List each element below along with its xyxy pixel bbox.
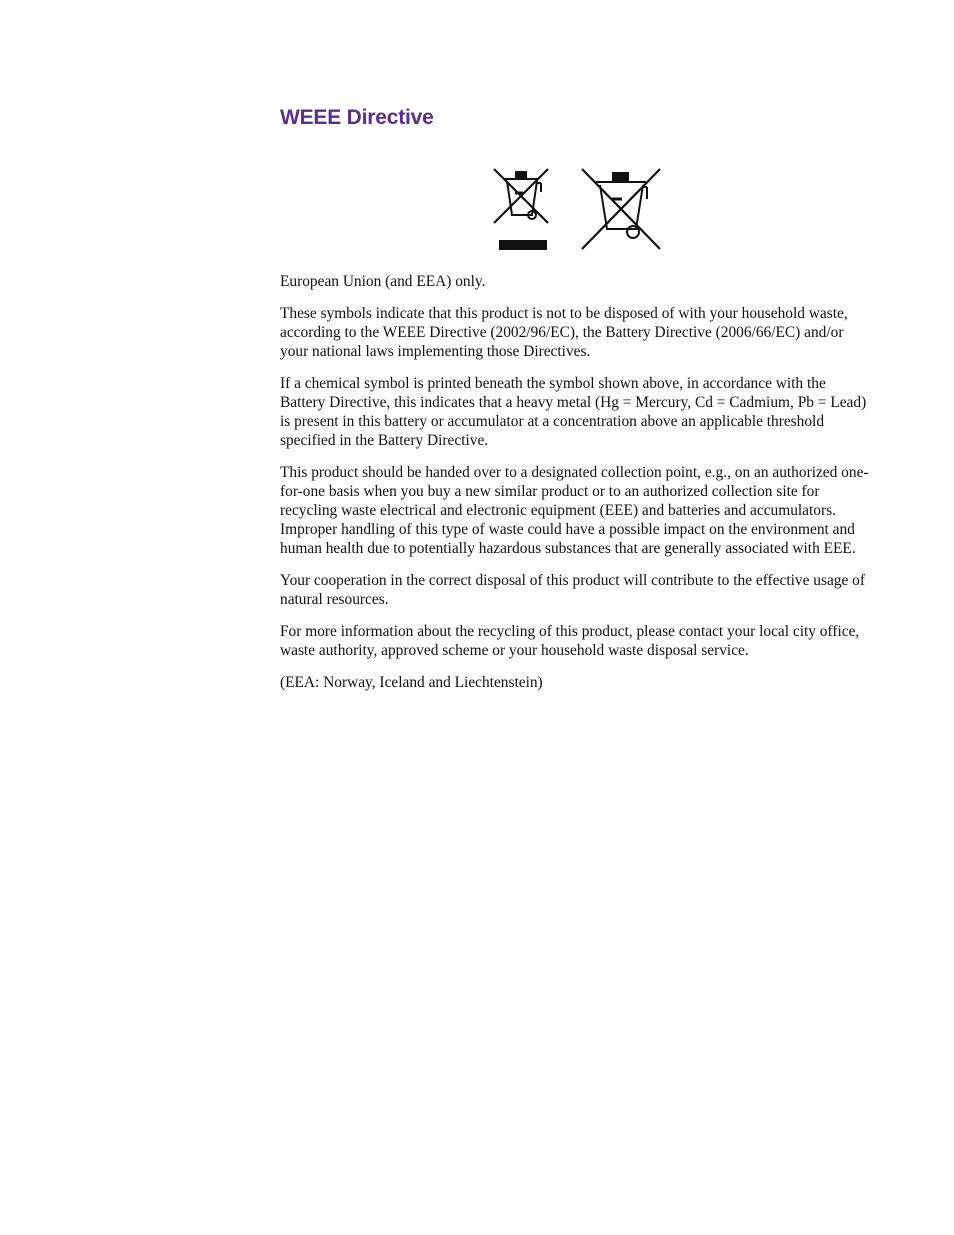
- paragraph-eea-note: (EEA: Norway, Iceland and Liechtenstein): [280, 674, 543, 691]
- paragraph-collection-point: This product should be handed over to a designated collection point, e.g., on an authorized one-for-one basis when you buy a new similar product or to an authorized collection site for recycling waste electrical and electronic equipment (EEE) and batteries and accumulators. Improper handling of this type of waste could have a possible impact on the environment and human health due to potentially hazardous substances that are generally associated with EEE.: [280, 464, 869, 557]
- crossed-out-wheelie-bin-with-bar-icon: [490, 165, 554, 255]
- disposal-symbols: [490, 165, 666, 255]
- page-title: WEEE Directive: [280, 106, 434, 129]
- directive-body: [280, 272, 872, 705]
- paragraph-chemical-symbol: If a chemical symbol is printed beneath the symbol shown above, in accordance with the Battery Directive, this indicates that a heavy metal (Hg = Mercury, Cd = Cadmium, Pb = Lead) is present in this battery or accumulator at a concentration above an applicable threshold specified in the Battery Directive.: [280, 375, 867, 449]
- paragraph-cooperation: Your cooperation in the correct disposal of this product will contribute to the effective usage of natural resources.: [280, 572, 865, 608]
- paragraph-symbols-meaning: These symbols indicate that this product is not to be disposed of with your household waste, according to the WEEE Directive (2002/96/EC), the Battery Directive (2006/66/EC) and/or your national laws implementing those Directives.: [280, 305, 848, 360]
- crossed-out-wheelie-bin-icon: [576, 165, 666, 255]
- paragraph-more-information: For more information about the recycling of this product, please contact your local city office, waste authority, approved scheme or your household waste disposal service.: [280, 623, 860, 659]
- paragraph-scope: European Union (and EEA) only.: [280, 273, 486, 290]
